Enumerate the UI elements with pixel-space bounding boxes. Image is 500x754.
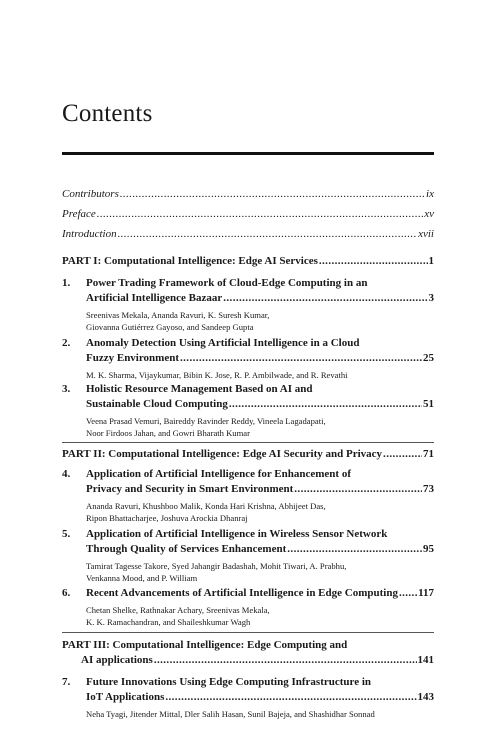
part-page: 71 xyxy=(423,448,434,460)
dot-leader xyxy=(399,586,417,601)
entry-page: ix xyxy=(426,188,434,200)
chapter-title-line: Sustainable Cloud Computing xyxy=(86,398,228,410)
dot-leader xyxy=(118,224,418,244)
toc-chapter-4[interactable] xyxy=(62,467,434,524)
chapter-authors-line: Neha Tyagi, Jitender Mittal, Dler Salih Hasan, Sunil Bajeja, and Shashidhar Sonnad xyxy=(86,709,375,719)
chapter-authors-line: Noor Firdoos Jahan, and Gowri Bharath Kumar xyxy=(86,428,250,438)
toc-chapter-2[interactable] xyxy=(62,336,434,381)
chapter-page: 3 xyxy=(428,292,434,304)
chapter-authors-line: K. K. Ramachandran, and Shaileshkumar Wagh xyxy=(86,617,251,627)
entry-label: Introduction xyxy=(62,228,117,240)
chapter-number: 1. xyxy=(62,277,71,289)
chapter-title-line: Recent Advancements of Artificial Intelligence in Edge Computing xyxy=(86,587,398,599)
chapter-title-line: Future Innovations Using Edge Computing Infrastructure in xyxy=(86,676,372,688)
chapter-authors-line: Tamirat Tagesse Takore, Syed Jahangir Badashah, Mohit Tiwari, A. Prabhu, xyxy=(86,561,347,571)
part-page: 1 xyxy=(428,255,434,267)
chapter-number: 7. xyxy=(62,676,71,688)
chapter-number: 4. xyxy=(62,468,71,480)
chapter-authors-line: Ananda Ravuri, Khushboo Malik, Konda Hari Krishna, Abhijeet Das, xyxy=(86,501,326,511)
dot-leader xyxy=(180,351,422,366)
chapter-title-line: Power Trading Framework of Cloud-Edge Computing in an xyxy=(86,277,368,289)
dot-leader xyxy=(154,653,417,668)
toc-chapter-1[interactable] xyxy=(62,276,434,333)
chapter-title-line: Through Quality of Services Enhancement xyxy=(86,543,287,555)
entry-page: xv xyxy=(424,208,434,220)
part-divider xyxy=(62,632,434,633)
chapter-authors-line: M. K. Sharma, Vijaykumar, Bibin K. Jose, R. P. Ambilwade, and R. Revathi xyxy=(86,370,348,380)
dot-leader xyxy=(229,397,422,412)
dot-leader xyxy=(294,482,422,497)
entry-page: xvii xyxy=(418,228,434,240)
part-heading-2[interactable] xyxy=(62,447,434,462)
chapter-page: 51 xyxy=(423,398,434,410)
part-title: PART II: Computational Intelligence: Edge AI Security and Privacy xyxy=(62,448,383,460)
chapter-number: 5. xyxy=(62,528,71,540)
chapter-authors-line: Chetan Shelke, Rathnakar Achary, Sreenivas Mekala, xyxy=(86,605,270,615)
toc-entry-introduction[interactable] xyxy=(62,224,434,244)
entry-label: Preface xyxy=(62,208,96,220)
toc-entry-contributors[interactable] xyxy=(62,184,434,204)
part-title-line: PART III: Computational Intelligence: Edge Computing and xyxy=(62,639,348,651)
chapter-page: 95 xyxy=(423,543,434,555)
chapter-number: 6. xyxy=(62,587,71,599)
dot-leader xyxy=(383,447,422,462)
title-rule xyxy=(62,152,434,155)
chapter-title-line: Anomaly Detection Using Artificial Intelligence in a Cloud xyxy=(86,337,360,349)
chapter-authors-line: Ripon Bhattacharjee, Joshuva Arockia Dhanraj xyxy=(86,513,248,523)
chapter-title-line: Application of Artificial Intelligence for Enhancement of xyxy=(86,468,351,480)
chapter-authors-line: Giovanna Gutiérrez Gayoso, and Sandeep Gupta xyxy=(86,322,254,332)
part-title: PART I: Computational Intelligence: Edge AI Services xyxy=(62,255,318,267)
dot-leader xyxy=(120,184,425,204)
part-heading-1[interactable] xyxy=(62,254,434,269)
entry-label: Contributors xyxy=(62,188,119,200)
dot-leader xyxy=(287,542,422,557)
part-title-line: AI applications xyxy=(81,654,153,666)
dot-leader xyxy=(97,204,423,224)
chapter-title-line: IoT Applications xyxy=(86,691,165,703)
toc-chapter-3[interactable] xyxy=(62,382,434,439)
chapter-page: 73 xyxy=(423,483,434,495)
toc-chapter-6[interactable] xyxy=(62,586,434,628)
page-title: Contents xyxy=(62,100,153,127)
chapter-number: 3. xyxy=(62,383,71,395)
dot-leader xyxy=(223,291,427,306)
toc-entry-preface[interactable] xyxy=(62,204,434,224)
chapter-title-line: Artificial Intelligence Bazaar xyxy=(86,292,223,304)
toc-chapter-5[interactable] xyxy=(62,527,434,584)
part-divider xyxy=(62,442,434,443)
chapter-authors-line: Veena Prasad Vemuri, Baireddy Ravinder Reddy, Vineela Lagadapati, xyxy=(86,416,326,426)
chapter-page: 143 xyxy=(417,691,434,703)
chapter-title-line: Application of Artificial Intelligence in Wireless Sensor Network xyxy=(86,528,388,540)
chapter-authors-line: Venkanna Mood, and P. William xyxy=(86,573,198,583)
chapter-title-line: Privacy and Security in Smart Environment xyxy=(86,483,294,495)
chapter-title-line: Holistic Resource Management Based on AI and xyxy=(86,383,313,395)
chapter-page: 117 xyxy=(418,587,434,599)
chapter-number: 2. xyxy=(62,337,71,349)
dot-leader xyxy=(319,254,428,269)
chapter-page: 25 xyxy=(423,352,434,364)
dot-leader xyxy=(165,690,416,705)
chapter-title-line: Fuzzy Environment xyxy=(86,352,179,364)
part-heading-3[interactable] xyxy=(62,638,434,668)
chapter-authors-line: Sreenivas Mekala, Ananda Ravuri, K. Suresh Kumar, xyxy=(86,310,270,320)
part-page: 141 xyxy=(417,654,434,666)
toc-chapter-7[interactable] xyxy=(62,675,434,720)
